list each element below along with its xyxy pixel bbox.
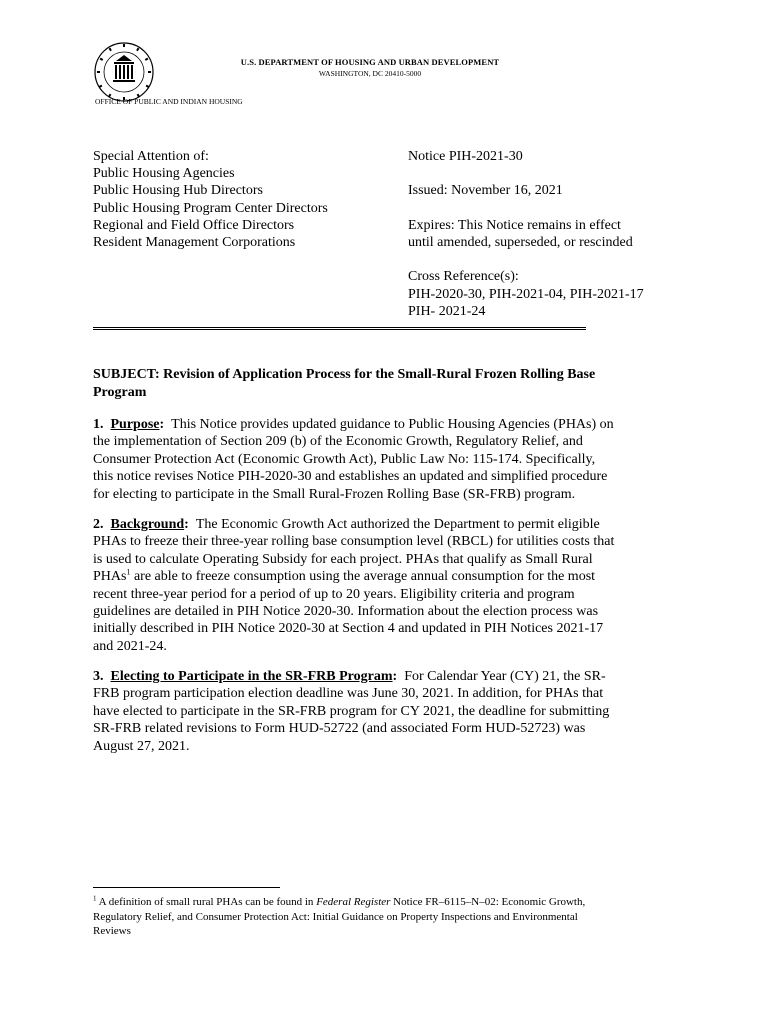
section-line: August 27, 2021. [93,738,190,754]
section-line: the implementation of Section 209 (b) of the Economic Growth, Regulatory Relief, and [93,434,583,450]
hud-seal-icon [92,40,156,104]
subject-heading [93,366,683,401]
section-line: guidelines are detailed in PIH Notice 2020-30. Information about the election process was [93,604,599,620]
section-heading: Purpose [110,417,160,432]
section-line: PHAs to freeze their three-year rolling base consumption level (RBCL) for utilities costs that [93,534,615,550]
section-line: The Economic Growth Act authorized the Department to permit eligible [195,517,600,532]
section-purpose: 1. Purpose: This Notice provides updated guidance to Public Housing Agencies (PHAs) on the implementation of Section 209 (b) of the Economic Growth, Regulatory Relief, and Consumer Protection Act (Economic Growth Act), Public Law No: 115-174. Specifically, this notice revises Notice PIH-2020-30 and establishes an updated and simplified procedure for electing to participate in the Small Rural-Frozen Rolling Base (SR-FRB) program. [93,416,683,503]
footnote-text: A definition of small rural PHAs can be found in [98,896,317,908]
notice-info [408,148,644,320]
section-electing: 3. Electing to Participate in the SR-FRB Program: For Calendar Year (CY) 21, the SR- FRB program participation election deadline was June 30, 2021. In addition, for PHAs that have elected to participate in the SR-FRB program for CY 2021, the deadline for submitting SR-FRB related revisions to Form HUD-52722 (and associated Form HUD-52723) was August 27, 2021. [93,668,683,755]
section-line: recent three-year period for a period of up to 20 years. Eligibility criteria and program [93,586,575,602]
section-line: For Calendar Year (CY) 21, the SR- [404,669,606,684]
footnote-text: Notice FR–6115–N–02: Economic Growth, [390,896,586,908]
attention-line: Special Attention of: [93,149,209,164]
section-heading: Background [110,517,185,532]
notice-number: Notice PIH-2021-30 [408,149,523,164]
footnote [93,895,683,939]
attention-line: Resident Management Corporations [93,235,296,251]
section-line: SR-FRB related revisions to Form HUD-52722 (and associated Form HUD-52723) was [93,721,586,737]
footnote-line: Regulatory Relief, and Consumer Protection Act: Initial Guidance on Property Inspections and Environmental [93,910,578,923]
section-line: This Notice provides updated guidance to Public Housing Agencies (PHAs) on [171,417,614,432]
footnote-ref[interactable]: 1 [126,567,131,577]
agency-address: WASHINGTON, DC 20410-5000 [318,69,422,78]
crossref-line-1: PIH-2020-30, PIH-2021-04, PIH-2021-17 [408,286,644,302]
office-name: OFFICE OF PUBLIC AND INDIAN HOUSING [95,97,243,106]
attention-line: Public Housing Program Center Directors [93,200,328,216]
subject-line-1: SUBJECT: Revision of Application Process for the Small-Rural Frozen Rolling Base [93,367,596,382]
footnote-line: Reviews [93,925,131,937]
section-number: 2. [93,517,104,532]
footnote-rule [93,887,280,888]
section-heading: Electing to Participate in the SR-FRB Program [110,669,393,684]
section-number: 3. [93,669,104,684]
expires-line-2: until amended, superseded, or rescinded [408,234,633,250]
section-line: PHAs [93,569,127,585]
section-line: for electing to participate in the Small Rural-Frozen Rolling Base (SR-FRB) program. [93,486,576,502]
section-line: have elected to participate in the SR-FRB program for CY 2021, the deadline for submitting [93,703,610,719]
section-line: Consumer Protection Act (Economic Growth Act), Public Law No: 115-174. Specifically, [93,451,596,467]
footnote-mark: 1 [93,894,97,903]
issued-date: Issued: November 16, 2021 [408,183,563,199]
section-background: 2. Background: The Economic Growth Act authorized the Department to permit eligible PHAs to freeze their three-year rolling base consumption level (RBCL) for utilities costs that is used to calculate Operating Subsidy for each project. PHAs that qualify as Small Rural PHAs$^1$ are able to freeze consumption using the average annual consumption for the most recent three-year period for a period of up to 20 years. Eligibility criteria and program guidelines are detailed in PIH Notice 2020-30. Information about the election process was initially described in PIH Notice 2020-30 at Section 4 and updated in PIH Notices 2021-17 and 2021-24. [93,516,683,655]
expires-line-1: Expires: This Notice remains in effect [408,217,621,233]
agency-name: U.S. DEPARTMENT OF HOUSING AND URBAN DEVELOPMENT [240,57,500,67]
attention-list [93,148,328,251]
section-line: FRB program participation election deadline was June 30, 2021. In addition, for PHAs that [93,686,604,702]
section-line: initially described in PIH Notice 2020-30 at Section 4 and updated in PIH Notices 2021-17 [93,621,604,637]
section-line: are able to freeze consumption using the average annual consumption for the most [133,569,596,585]
crossref-line-2: PIH- 2021-24 [408,303,486,319]
crossref-label: Cross Reference(s): [408,269,519,285]
attention-line: Public Housing Hub Directors [93,183,263,199]
footnote-italic: Federal Register [316,896,391,908]
section-line: and 2021-24. [93,638,167,654]
attention-line: Public Housing Agencies [93,166,235,182]
header-divider [93,327,586,330]
attention-line: Regional and Field Office Directors [93,217,295,233]
section-line: is used to calculate Operating Subsidy for each project. PHAs that qualify as Small Rural [93,551,593,567]
subject-line-2: Program [93,384,147,400]
section-line: this notice revises Notice PIH-2020-30 and establishes an updated and simplified procedure [93,469,608,485]
section-number: 1. [93,417,104,432]
